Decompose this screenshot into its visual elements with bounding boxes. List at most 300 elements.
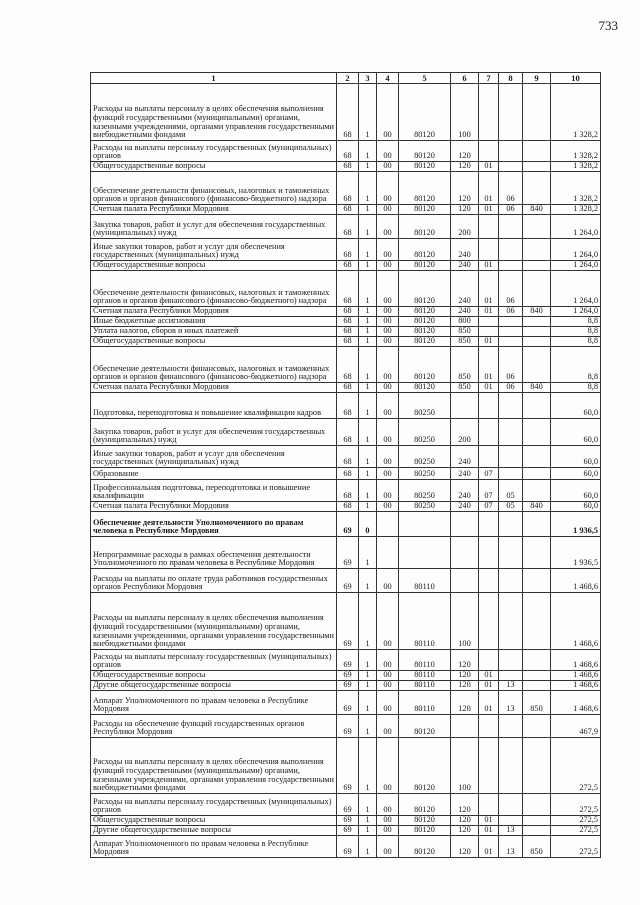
row-label: Общегосударственные вопросы bbox=[91, 162, 337, 172]
row-code: 1 bbox=[359, 650, 377, 671]
row-code bbox=[479, 141, 499, 162]
row-code: 01 bbox=[479, 691, 499, 715]
table-row bbox=[91, 826, 601, 836]
table-row bbox=[91, 681, 601, 691]
row-code: 68 bbox=[337, 84, 359, 141]
row-code: 00 bbox=[377, 271, 399, 307]
row-code: 80120 bbox=[399, 141, 451, 162]
row-code: 1 bbox=[359, 172, 377, 205]
row-code: 69 bbox=[337, 681, 359, 691]
row-code: 80250 bbox=[399, 393, 451, 419]
row-code: 06 bbox=[499, 271, 523, 307]
row-code bbox=[479, 446, 499, 468]
header-cell: 8 bbox=[499, 73, 523, 84]
row-code bbox=[499, 393, 523, 419]
row-code: 840 bbox=[523, 205, 551, 215]
row-code: 120 bbox=[451, 816, 479, 826]
row-amount: 1 328,2 bbox=[551, 84, 601, 141]
page-number: 733 bbox=[598, 18, 618, 33]
row-code bbox=[499, 794, 523, 816]
row-code bbox=[399, 537, 451, 569]
row-label: Закупка товаров, работ и услуг для обеспечения государственных (муниципальных) нужд bbox=[91, 419, 337, 446]
row-label: Образование bbox=[91, 468, 337, 480]
row-code: 1 bbox=[359, 671, 377, 681]
row-code: 00 bbox=[377, 691, 399, 715]
row-code bbox=[499, 816, 523, 826]
row-label: Общегосударственные вопросы bbox=[91, 816, 337, 826]
row-amount: 1 264,0 bbox=[551, 271, 601, 307]
table-row bbox=[91, 327, 601, 337]
row-code: 00 bbox=[377, 141, 399, 162]
row-code: 13 bbox=[499, 826, 523, 836]
row-code: 13 bbox=[499, 691, 523, 715]
row-code bbox=[523, 671, 551, 681]
row-code: 840 bbox=[523, 383, 551, 393]
row-code bbox=[499, 419, 523, 446]
row-code: 69 bbox=[337, 569, 359, 593]
row-code bbox=[523, 327, 551, 337]
row-code: 00 bbox=[377, 816, 399, 826]
row-code: 1 bbox=[359, 826, 377, 836]
row-code: 68 bbox=[337, 393, 359, 419]
row-label: Обеспечение деятельности финансовых, налоговых и таможенных органов и органов финансового (финансово-бюджетного) надзора bbox=[91, 347, 337, 383]
row-code: 68 bbox=[337, 337, 359, 347]
row-code: 1 bbox=[359, 205, 377, 215]
header-cell: 7 bbox=[479, 73, 499, 84]
table-row bbox=[91, 794, 601, 816]
header-cell: 9 bbox=[523, 73, 551, 84]
row-code: 01 bbox=[479, 172, 499, 205]
row-label: Аппарат Уполномоченного по правам человека в Республике Мордовия bbox=[91, 691, 337, 715]
row-code: 80120 bbox=[399, 172, 451, 205]
row-code: 13 bbox=[499, 681, 523, 691]
row-code: 1 bbox=[359, 593, 377, 650]
row-code: 06 bbox=[499, 347, 523, 383]
row-code: 80110 bbox=[399, 650, 451, 671]
row-code bbox=[377, 537, 399, 569]
row-code bbox=[523, 317, 551, 327]
row-code: 01 bbox=[479, 307, 499, 317]
table-row bbox=[91, 480, 601, 502]
row-code bbox=[523, 446, 551, 468]
row-code: 00 bbox=[377, 836, 399, 858]
row-label: Другие общегосударственные вопросы bbox=[91, 681, 337, 691]
row-code bbox=[479, 738, 499, 794]
row-code: 120 bbox=[451, 826, 479, 836]
row-code bbox=[377, 512, 399, 537]
row-code: 05 bbox=[499, 502, 523, 512]
row-amount: 272,5 bbox=[551, 826, 601, 836]
table-row bbox=[91, 383, 601, 393]
row-code: 06 bbox=[499, 172, 523, 205]
row-code: 00 bbox=[377, 393, 399, 419]
row-code: 01 bbox=[479, 681, 499, 691]
row-amount: 1 468,6 bbox=[551, 650, 601, 671]
table-row bbox=[91, 650, 601, 671]
row-amount: 1 328,2 bbox=[551, 172, 601, 205]
row-code: 850 bbox=[451, 383, 479, 393]
row-code: 80120 bbox=[399, 215, 451, 239]
row-code bbox=[499, 162, 523, 172]
row-code: 80120 bbox=[399, 271, 451, 307]
row-code: 01 bbox=[479, 816, 499, 826]
row-amount: 272,5 bbox=[551, 794, 601, 816]
row-label: Профессиональная подготовка, переподготовка и повышение квалификации bbox=[91, 480, 337, 502]
row-code: 01 bbox=[479, 826, 499, 836]
row-amount: 60,0 bbox=[551, 446, 601, 468]
row-amount: 8,8 bbox=[551, 347, 601, 383]
row-code: 07 bbox=[479, 468, 499, 480]
row-code bbox=[499, 738, 523, 794]
row-code: 00 bbox=[377, 738, 399, 794]
row-label: Уплата налогов, сборов и иных платежей bbox=[91, 327, 337, 337]
row-code bbox=[479, 239, 499, 261]
row-code: 69 bbox=[337, 593, 359, 650]
row-code bbox=[399, 512, 451, 537]
row-code: 00 bbox=[377, 239, 399, 261]
row-code: 69 bbox=[337, 650, 359, 671]
row-code: 07 bbox=[479, 502, 499, 512]
row-code: 240 bbox=[451, 307, 479, 317]
row-label: Обеспечение деятельности Уполномоченного по правам человека в Республике Мордовия bbox=[91, 512, 337, 537]
row-code: 68 bbox=[337, 383, 359, 393]
row-code: 1 bbox=[359, 681, 377, 691]
row-code: 68 bbox=[337, 446, 359, 468]
row-code: 120 bbox=[451, 172, 479, 205]
row-amount: 8,8 bbox=[551, 327, 601, 337]
row-code: 0 bbox=[359, 512, 377, 537]
table-row bbox=[91, 172, 601, 205]
row-code bbox=[523, 468, 551, 480]
row-code bbox=[499, 337, 523, 347]
row-code: 850 bbox=[523, 691, 551, 715]
row-code: 80250 bbox=[399, 446, 451, 468]
row-label: Расходы на выплаты персоналу в целях обеспечения выполнения функций государственными (муниципальными) органами, казенными учреждениями, органами управления государственными внебюджетными фондами bbox=[91, 84, 337, 141]
row-code: 100 bbox=[451, 593, 479, 650]
row-code: 1 bbox=[359, 816, 377, 826]
row-code bbox=[499, 593, 523, 650]
row-code: 120 bbox=[451, 794, 479, 816]
row-amount: 1 468,6 bbox=[551, 593, 601, 650]
row-code bbox=[479, 317, 499, 327]
row-code: 240 bbox=[451, 502, 479, 512]
row-code bbox=[499, 671, 523, 681]
row-code: 80120 bbox=[399, 794, 451, 816]
row-code: 80120 bbox=[399, 826, 451, 836]
row-code: 00 bbox=[377, 261, 399, 271]
row-label: Аппарат Уполномоченного по правам человека в Республике Мордовия bbox=[91, 836, 337, 858]
row-code bbox=[479, 393, 499, 419]
row-code bbox=[523, 816, 551, 826]
row-amount: 1 468,6 bbox=[551, 671, 601, 681]
row-code: 1 bbox=[359, 261, 377, 271]
row-code: 80120 bbox=[399, 261, 451, 271]
row-code: 00 bbox=[377, 468, 399, 480]
table-row bbox=[91, 836, 601, 858]
row-amount: 1 328,2 bbox=[551, 141, 601, 162]
row-code bbox=[479, 419, 499, 446]
row-label: Расходы на выплаты персоналу государственных (муниципальных) органов bbox=[91, 794, 337, 816]
table-row bbox=[91, 317, 601, 327]
row-code: 1 bbox=[359, 537, 377, 569]
row-code: 00 bbox=[377, 307, 399, 317]
row-code: 1 bbox=[359, 162, 377, 172]
row-label: Иные закупки товаров, работ и услуг для обеспечения государственных (муниципальных) нужд bbox=[91, 446, 337, 468]
row-code: 68 bbox=[337, 141, 359, 162]
row-code: 1 bbox=[359, 317, 377, 327]
row-code bbox=[499, 239, 523, 261]
row-code: 80250 bbox=[399, 502, 451, 512]
row-code: 850 bbox=[523, 836, 551, 858]
row-code: 01 bbox=[479, 836, 499, 858]
table-row bbox=[91, 141, 601, 162]
row-code bbox=[499, 569, 523, 593]
row-code: 200 bbox=[451, 419, 479, 446]
row-code: 68 bbox=[337, 261, 359, 271]
header-row bbox=[91, 73, 601, 84]
row-code: 00 bbox=[377, 317, 399, 327]
row-code bbox=[523, 337, 551, 347]
row-amount: 60,0 bbox=[551, 468, 601, 480]
row-code: 80250 bbox=[399, 468, 451, 480]
row-label: Расходы на выплаты персоналу в целях обеспечения выполнения функций государственными (муниципальными) органами, казенными учреждениями, органами управления государственными внебюджетными фондами bbox=[91, 738, 337, 794]
row-code bbox=[523, 347, 551, 383]
row-label: Расходы на обеспечение функций государственных органов Республики Мордовия bbox=[91, 715, 337, 738]
row-code: 1 bbox=[359, 347, 377, 383]
row-code: 69 bbox=[337, 671, 359, 681]
row-code: 00 bbox=[377, 681, 399, 691]
row-code: 80120 bbox=[399, 347, 451, 383]
row-code: 00 bbox=[377, 337, 399, 347]
row-code: 200 bbox=[451, 215, 479, 239]
table-row bbox=[91, 446, 601, 468]
row-code: 68 bbox=[337, 480, 359, 502]
row-code: 68 bbox=[337, 347, 359, 383]
table-row bbox=[91, 691, 601, 715]
row-code: 1 bbox=[359, 239, 377, 261]
row-code: 69 bbox=[337, 816, 359, 826]
budget-table bbox=[90, 72, 601, 858]
row-code: 1 bbox=[359, 393, 377, 419]
row-amount: 1 468,6 bbox=[551, 691, 601, 715]
row-code: 1 bbox=[359, 794, 377, 816]
row-code: 68 bbox=[337, 419, 359, 446]
row-code bbox=[523, 261, 551, 271]
row-amount: 272,5 bbox=[551, 738, 601, 794]
row-code: 100 bbox=[451, 738, 479, 794]
row-code: 68 bbox=[337, 327, 359, 337]
row-code: 80120 bbox=[399, 239, 451, 261]
row-code: 01 bbox=[479, 162, 499, 172]
row-amount: 1 264,0 bbox=[551, 261, 601, 271]
row-amount: 1 264,0 bbox=[551, 307, 601, 317]
row-code bbox=[479, 327, 499, 337]
table-row bbox=[91, 347, 601, 383]
row-code: 120 bbox=[451, 141, 479, 162]
row-code: 80120 bbox=[399, 816, 451, 826]
row-code: 69 bbox=[337, 738, 359, 794]
row-code: 06 bbox=[499, 205, 523, 215]
header-cell: 6 bbox=[451, 73, 479, 84]
row-code: 1 bbox=[359, 715, 377, 738]
table-row bbox=[91, 502, 601, 512]
row-amount: 1 936,5 bbox=[551, 512, 601, 537]
row-code: 1 bbox=[359, 446, 377, 468]
row-code: 00 bbox=[377, 84, 399, 141]
row-code: 00 bbox=[377, 347, 399, 383]
row-code: 06 bbox=[499, 307, 523, 317]
table-row bbox=[91, 162, 601, 172]
row-code bbox=[499, 261, 523, 271]
row-label: Обеспечение деятельности финансовых, налоговых и таможенных органов и органов финансового (финансово-бюджетного) надзора bbox=[91, 172, 337, 205]
table-row bbox=[91, 84, 601, 141]
row-code bbox=[451, 512, 479, 537]
row-label: Другие общегосударственные вопросы bbox=[91, 826, 337, 836]
row-code: 80250 bbox=[399, 480, 451, 502]
table-row bbox=[91, 569, 601, 593]
row-amount: 1 264,0 bbox=[551, 215, 601, 239]
row-label: Счетная палата Республики Мордовия bbox=[91, 307, 337, 317]
row-code bbox=[523, 84, 551, 141]
row-code: 69 bbox=[337, 537, 359, 569]
row-code bbox=[523, 537, 551, 569]
row-code bbox=[523, 715, 551, 738]
table-row bbox=[91, 271, 601, 307]
row-code: 1 bbox=[359, 215, 377, 239]
table-row bbox=[91, 593, 601, 650]
row-label: Расходы на выплаты персоналу государственных (муниципальных) органов bbox=[91, 650, 337, 671]
row-code: 1 bbox=[359, 738, 377, 794]
header-cell: 3 bbox=[359, 73, 377, 84]
row-code: 850 bbox=[451, 337, 479, 347]
row-code: 80120 bbox=[399, 327, 451, 337]
row-code bbox=[479, 537, 499, 569]
row-code bbox=[451, 715, 479, 738]
row-code: 00 bbox=[377, 794, 399, 816]
table-row bbox=[91, 239, 601, 261]
row-code: 80120 bbox=[399, 307, 451, 317]
row-code bbox=[523, 162, 551, 172]
row-code bbox=[499, 317, 523, 327]
row-code: 01 bbox=[479, 205, 499, 215]
row-code: 1 bbox=[359, 141, 377, 162]
table-row bbox=[91, 261, 601, 271]
row-code: 1 bbox=[359, 271, 377, 307]
row-code bbox=[479, 794, 499, 816]
table-row bbox=[91, 419, 601, 446]
row-code: 840 bbox=[523, 307, 551, 317]
header-cell: 10 bbox=[551, 73, 601, 84]
row-label: Счетная палата Республики Мордовия bbox=[91, 205, 337, 215]
row-label: Иные бюджетные ассигнования bbox=[91, 317, 337, 327]
row-code: 00 bbox=[377, 593, 399, 650]
row-code: 68 bbox=[337, 172, 359, 205]
row-code: 80110 bbox=[399, 671, 451, 681]
row-code: 1 bbox=[359, 836, 377, 858]
row-code: 68 bbox=[337, 468, 359, 480]
row-code bbox=[499, 468, 523, 480]
row-code bbox=[479, 512, 499, 537]
row-code bbox=[523, 738, 551, 794]
row-label: Непрограммные расходы в рамках обеспечения деятельности Уполномоченного по правам человека в Республике Мордовия bbox=[91, 537, 337, 569]
row-code: 1 bbox=[359, 307, 377, 317]
row-code: 68 bbox=[337, 239, 359, 261]
row-label: Общегосударственные вопросы bbox=[91, 261, 337, 271]
row-amount: 1 468,6 bbox=[551, 569, 601, 593]
row-code: 1 bbox=[359, 569, 377, 593]
row-code bbox=[523, 271, 551, 307]
row-code: 1 bbox=[359, 468, 377, 480]
row-label: Счетная палата Республики Мордовия bbox=[91, 502, 337, 512]
row-code: 68 bbox=[337, 205, 359, 215]
row-code: 240 bbox=[451, 446, 479, 468]
row-code: 80120 bbox=[399, 317, 451, 327]
row-code: 80110 bbox=[399, 691, 451, 715]
table-row bbox=[91, 307, 601, 317]
row-amount: 60,0 bbox=[551, 480, 601, 502]
row-code: 00 bbox=[377, 205, 399, 215]
row-code bbox=[479, 650, 499, 671]
row-amount: 8,8 bbox=[551, 383, 601, 393]
row-code: 00 bbox=[377, 502, 399, 512]
table-row bbox=[91, 738, 601, 794]
row-label: Обеспечение деятельности финансовых, налоговых и таможенных органов и органов финансового (финансово-бюджетного) надзора bbox=[91, 271, 337, 307]
row-code: 69 bbox=[337, 691, 359, 715]
row-code bbox=[523, 826, 551, 836]
row-amount: 272,5 bbox=[551, 816, 601, 826]
row-amount: 1 468,6 bbox=[551, 681, 601, 691]
row-amount: 8,8 bbox=[551, 317, 601, 327]
row-amount: 1 936,5 bbox=[551, 537, 601, 569]
row-code: 00 bbox=[377, 446, 399, 468]
table-row bbox=[91, 816, 601, 826]
row-code: 120 bbox=[451, 691, 479, 715]
row-label: Подготовка, переподготовка и повышение квалификации кадров bbox=[91, 393, 337, 419]
header-cell: 2 bbox=[337, 73, 359, 84]
row-code bbox=[523, 794, 551, 816]
row-code bbox=[499, 141, 523, 162]
row-code bbox=[523, 480, 551, 502]
row-code: 69 bbox=[337, 836, 359, 858]
row-code bbox=[523, 239, 551, 261]
row-code bbox=[523, 650, 551, 671]
row-code: 1 bbox=[359, 502, 377, 512]
row-amount: 1 328,2 bbox=[551, 162, 601, 172]
row-code: 120 bbox=[451, 650, 479, 671]
row-code: 1 bbox=[359, 337, 377, 347]
row-code: 80120 bbox=[399, 162, 451, 172]
row-code: 00 bbox=[377, 650, 399, 671]
row-code bbox=[523, 569, 551, 593]
row-amount: 1 264,0 bbox=[551, 239, 601, 261]
row-code: 68 bbox=[337, 271, 359, 307]
row-code: 00 bbox=[377, 172, 399, 205]
row-code bbox=[523, 681, 551, 691]
row-code: 80120 bbox=[399, 337, 451, 347]
row-code bbox=[523, 215, 551, 239]
table-row bbox=[91, 215, 601, 239]
row-code bbox=[479, 84, 499, 141]
row-code: 80120 bbox=[399, 383, 451, 393]
row-label: Расходы на выплаты персоналу государственных (муниципальных) органов bbox=[91, 141, 337, 162]
row-code bbox=[499, 537, 523, 569]
row-code bbox=[523, 512, 551, 537]
row-label: Закупка товаров, работ и услуг для обеспечения государственных (муниципальных) нужд bbox=[91, 215, 337, 239]
row-code: 120 bbox=[451, 205, 479, 215]
row-code: 00 bbox=[377, 826, 399, 836]
row-code: 00 bbox=[377, 215, 399, 239]
row-code: 01 bbox=[479, 261, 499, 271]
